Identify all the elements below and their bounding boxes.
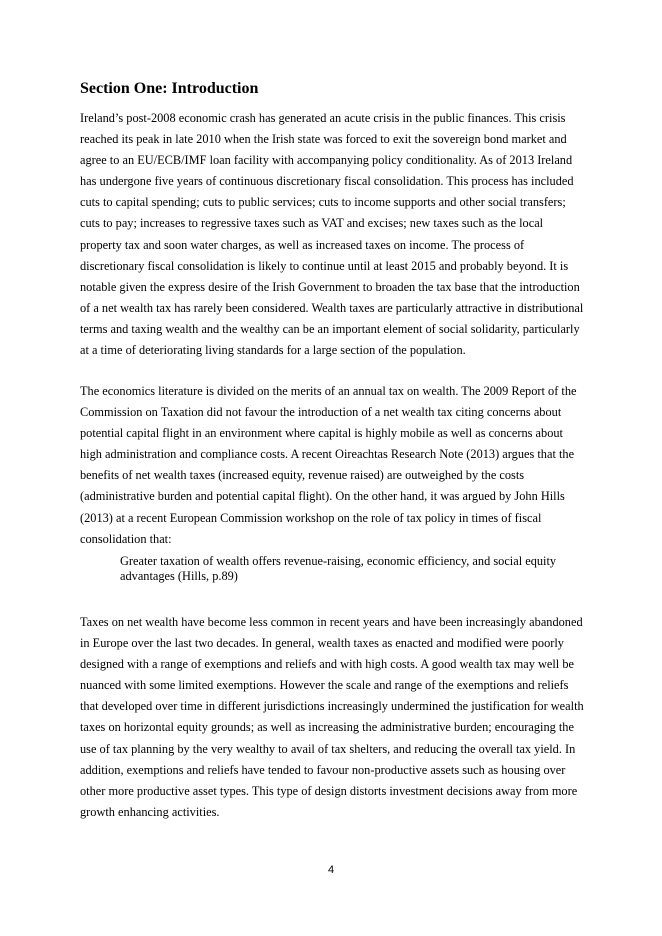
paragraph-line: consolidation that: [80, 531, 172, 546]
paragraph-line: use of tax planning by the very wealthy to avail of tax shelters, and reducing the overall tax yield. In [80, 741, 576, 756]
paragraph-line: designed with a range of exemptions and reliefs and with high costs. A good wealth tax may well be [80, 657, 574, 672]
paragraph-line: cuts to capital spending; cuts to public services; cuts to income supports and other social transfers; [80, 195, 566, 210]
paragraph-line: Ireland’s post-2008 economic crash has generated an acute crisis in the public finances. This crisis [80, 111, 566, 125]
quote-line: advantages (Hills, p.89) [120, 568, 238, 583]
paragraph-line: of a net wealth tax has rarely been considered. Wealth taxes are particularly attractive in distributional [80, 300, 584, 315]
paragraph-economics-literature [80, 381, 584, 550]
paragraph-line: (2013) at a recent European Commission workshop on the role of tax policy in times of fiscal [80, 510, 542, 525]
paragraph-line: growth enhancing activities. [80, 804, 220, 819]
paragraph-introduction [80, 108, 584, 361]
paragraph-line: other more productive asset types. This type of design distorts investment decisions away from more [80, 783, 578, 798]
paragraph-line: high administration and compliance costs. A recent Oireachtas Research Note (2013) argues that the [80, 447, 575, 462]
paragraph-line: has undergone five years of continuous discretionary fiscal consolidation. This process has included [80, 174, 574, 189]
paragraph-line: discretionary fiscal consolidation is likely to continue until at least 2015 and probably beyond. It is [80, 258, 569, 273]
paragraph-line: reached its peak in late 2010 when the Irish state was forced to exit the sovereign bond market and [80, 132, 567, 147]
paragraph-line: taxes on horizontal equity grounds; as well as increasing the administrative burden; encouraging the [80, 720, 574, 735]
paragraph-line: at a time of deteriorating living standards for a large section of the population. [80, 343, 466, 358]
paragraph-line: property tax and soon water charges, as well as increased taxes on income. The process of [80, 237, 525, 252]
paragraph-line: (administrative burden and potential capital flight). On the other hand, it was argued by John Hills [80, 489, 565, 504]
paragraph-line: terms and taxing wealth and the wealthy can be an important element of social solidarity, particularly [80, 321, 580, 336]
paragraph-line: notable given the express desire of the Irish Government to broaden the tax base that the introduction [80, 279, 580, 294]
section-heading: Section One: Introduction [80, 80, 259, 97]
paragraph-line: The economics literature is divided on the merits of an annual tax on wealth. The 2009 Report of the [80, 384, 577, 398]
paragraph-line: potential capital flight in an environment where capital is highly mobile as well as concerns about [80, 426, 563, 441]
paragraph-line: Taxes on net wealth have become less common in recent years and have been increasingly abandoned [80, 615, 583, 629]
paragraph-line: agree to an EU/ECB/IMF loan facility with accompanying policy conditionality. As of 2013 Ireland [80, 153, 573, 168]
page-number: 4 [327, 864, 335, 876]
paragraph-line: nuanced with some limited exemptions. However the scale and range of the exemptions and reliefs [80, 678, 569, 693]
paragraph-line: cuts to pay; increases to regressive taxes such as VAT and excises; new taxes such as the local [80, 216, 544, 231]
paragraph-line: in Europe over the last two decades. In general, wealth taxes as enacted and modified were poorly [80, 636, 564, 651]
paragraph-line: benefits of net wealth taxes (increased equity, revenue raised) are outweighed by the costs [80, 468, 525, 483]
paragraph-line: that developed over time in different jurisdictions increasingly undermined the justification for wealth [80, 699, 584, 714]
paragraph-line: addition, exemptions and reliefs have tended to favour non-productive assets such as housing over [80, 762, 566, 777]
quote-line: Greater taxation of wealth offers revenue-raising, economic efficiency, and social equity [120, 554, 557, 568]
block-quote [120, 554, 600, 583]
paragraph-net-wealth-taxes [80, 612, 584, 823]
paragraph-line: Commission on Taxation did not favour the introduction of a net wealth tax citing concerns about [80, 405, 562, 420]
